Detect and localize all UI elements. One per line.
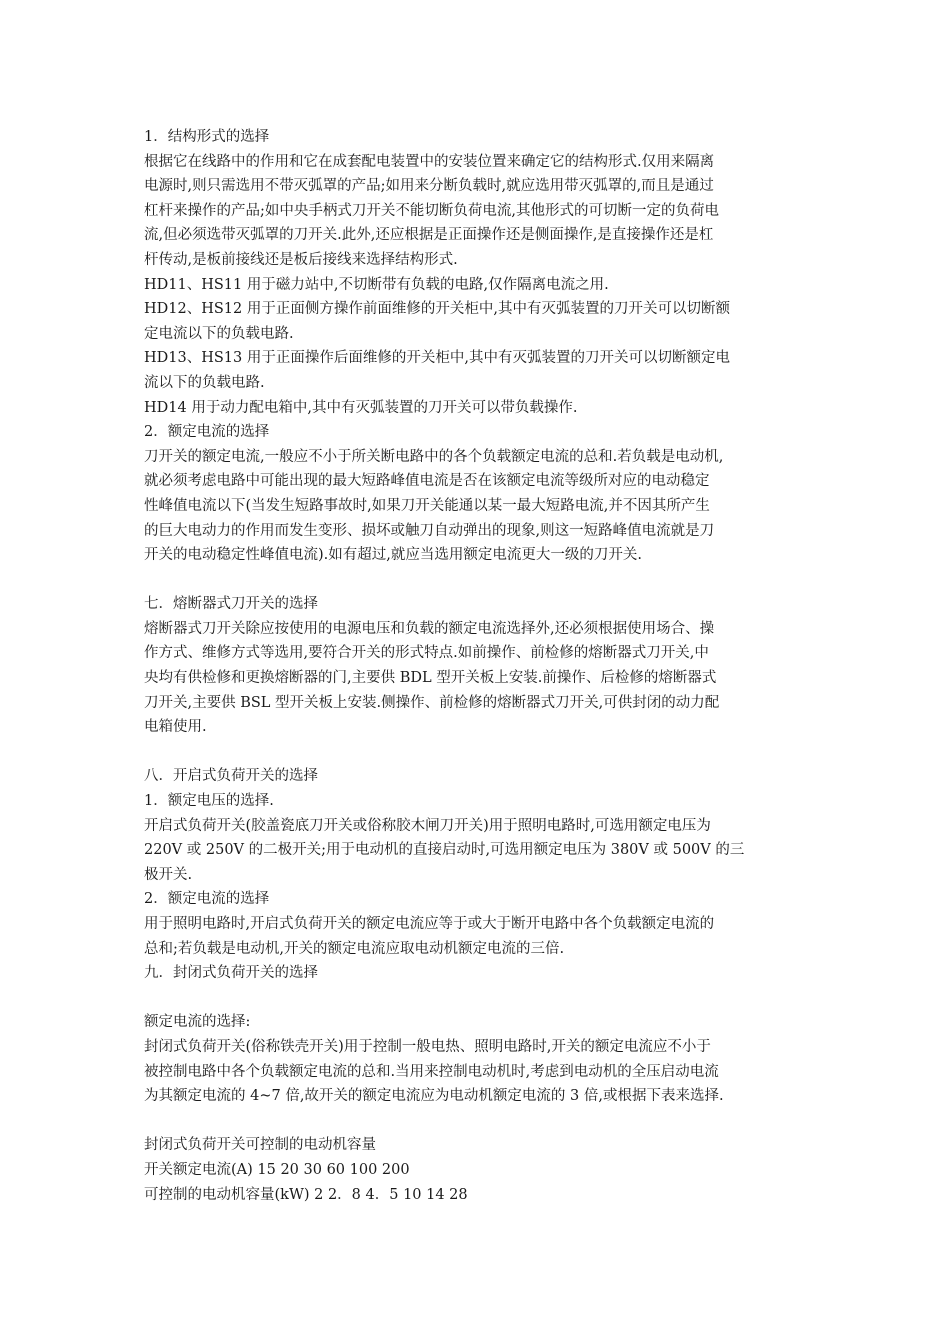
paragraph-line: 电源时,则只需选用不带灭弧罩的产品;如用来分断负载时,就应选用带灭弧罩的,而且是通过 bbox=[144, 178, 714, 195]
section-heading: 七．熔断器式刀开关的选择 bbox=[144, 596, 318, 613]
paragraph-line: HD13、HS13 用于正面操作后面维修的开关柜中,其中有灭弧装置的刀开关可以切断额定电 bbox=[144, 350, 730, 367]
paragraph-line: 用于照明电路时,开启式负荷开关的额定电流应等于或大于断开电路中各个负载额定电流的 bbox=[144, 916, 715, 932]
paragraph-line: 杠杆来操作的产品;如中央手柄式刀开关不能切断负荷电流,其他形式的可切断一定的负荷电 bbox=[144, 202, 719, 219]
paragraph-line: 杆传动,是板前接线还是板后接线来选择结构形式. bbox=[144, 251, 458, 268]
paragraph-line: 流以下的负载电路. bbox=[144, 374, 265, 391]
paragraph-line: 开启式负荷开关(胶盖瓷底刀开关或俗称胶木闸刀开关)用于照明电路时,可选用额定电压为 bbox=[144, 817, 711, 834]
paragraph-line: 流,但必须选带灭弧罩的刀开关.此外,还应根据是正面操作还是侧面操作,是直接操作还是杠 bbox=[144, 227, 714, 244]
paragraph-line: 的巨大电动力的作用而发生变形、损坏或触刀自动弹出的现象,则这一短路峰值电流就是刀 bbox=[144, 522, 715, 539]
paragraph-line: 刀开关的额定电流,一般应不小于所关断电路中的各个负载额定电流的总和.若负载是电动机, bbox=[144, 448, 724, 465]
section-heading: 2．额定电流的选择 bbox=[144, 424, 270, 441]
table-row: 可控制的电动机容量(kW) 2 2．8 4．5 10 14 28 bbox=[144, 1186, 468, 1203]
paragraph-line: 作方式、维修方式等选用,要符合开关的形式特点.如前操作、前检修的熔断器式刀开关,中 bbox=[144, 645, 709, 662]
paragraph-line: 极开关. bbox=[144, 866, 193, 883]
blank-line bbox=[144, 986, 814, 1011]
paragraph-line: 性峰值电流以下(当发生短路事故时,如果刀开关能通以某一最大短路电流,并不因其所产生 bbox=[144, 497, 710, 514]
paragraph-line: 总和;若负载是电动机,开关的额定电流应取电动机额定电流的三倍. bbox=[144, 940, 565, 957]
blank-line bbox=[144, 568, 814, 593]
paragraph-line: 熔断器式刀开关除应按使用的电源电压和负载的额定电流选择外,还必须根据使用场合、操 bbox=[144, 620, 715, 637]
paragraph-line: 封闭式负荷开关(俗称铁壳开关)用于控制一般电热、照明电路时,开关的额定电流应不小于 bbox=[144, 1038, 711, 1055]
paragraph-line: 就必须考虑电路中可能出现的最大短路峰值电流是否在该额定电流等级所对应的电动稳定 bbox=[144, 473, 710, 490]
section-heading: 2．额定电流的选择 bbox=[144, 891, 270, 908]
paragraph-line: 为其额定电流的 4~7 倍,故开关的额定电流应为电动机额定电流的 3 倍,或根据下表来选择. bbox=[144, 1088, 724, 1105]
section-heading: 九．封闭式负荷开关的选择 bbox=[144, 965, 318, 982]
document-body bbox=[144, 125, 814, 1207]
paragraph-line: 央均有供检修和更换熔断器的门,主要供 BDL 型开关板上安装.前操作、后检修的熔断器式 bbox=[144, 670, 717, 687]
paragraph-line: HD11、HS11 用于磁力站中,不切断带有负载的电路,仅作隔离电流之用. bbox=[144, 276, 609, 293]
section-heading: 1．结构形式的选择 bbox=[144, 129, 270, 145]
paragraph-line: 开关的电动稳定性峰值电流).如有超过,就应当选用额定电流更大一级的刀开关. bbox=[144, 547, 642, 564]
paragraph-line: 根据它在线路中的作用和它在成套配电装置中的安装位置来确定它的结构形式.仅用来隔离 bbox=[144, 153, 715, 170]
section-heading: 八．开启式负荷开关的选择 bbox=[144, 768, 318, 785]
paragraph-line: HD14 用于动力配电箱中,其中有灭弧装置的刀开关可以带负载操作. bbox=[144, 399, 578, 416]
blank-line bbox=[144, 1109, 814, 1134]
paragraph-line: 被控制电路中各个负载额定电流的总和.当用来控制电动机时,考虑到电动机的全压启动电流 bbox=[144, 1063, 719, 1080]
paragraph-line: 刀开关,主要供 BSL 型开关板上安装.侧操作、前检修的熔断器式刀开关,可供封闭的动力配 bbox=[144, 694, 720, 711]
blank-line bbox=[144, 740, 814, 765]
table-row: 开关额定电流(A) 15 20 30 60 100 200 bbox=[144, 1161, 410, 1178]
table-title: 封闭式负荷开关可控制的电动机容量 bbox=[144, 1137, 376, 1154]
paragraph-line: HD12、HS12 用于正面侧方操作前面维修的开关柜中,其中有灭弧装置的刀开关可以切断额 bbox=[144, 301, 730, 318]
section-heading: 1．额定电压的选择. bbox=[144, 793, 274, 810]
paragraph-line: 220V 或 250V 的二极开关;用于电动机的直接启动时,可选用额定电压为 380V 或 500V 的三 bbox=[144, 842, 745, 859]
paragraph-line: 电箱使用. bbox=[144, 719, 207, 736]
paragraph-line: 定电流以下的负载电路. bbox=[144, 325, 294, 342]
section-heading: 额定电流的选择: bbox=[144, 1014, 251, 1031]
